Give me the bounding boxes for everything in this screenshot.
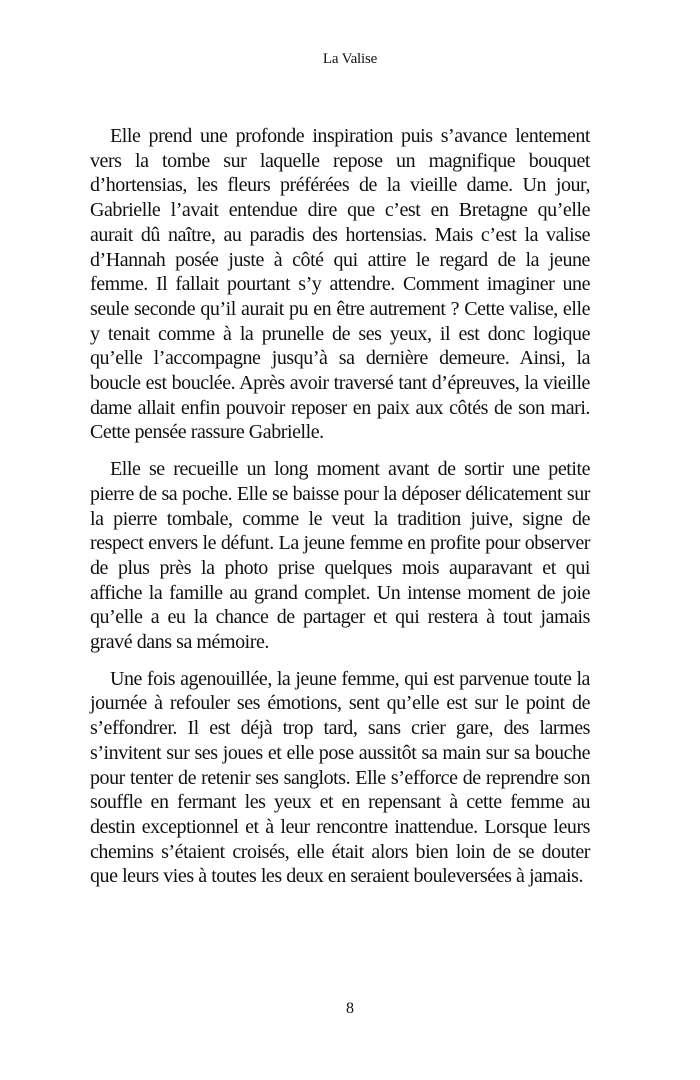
running-header-title: La Valise xyxy=(322,51,378,67)
paragraph-2: Elle se recueille un long moment avant de sortir une petite pierre de sa poche. Elle se baisse pour la déposer délicatement sur la pierre tombale, comme le veut la tradition juive, signe de respect envers le défunt. La jeune femme en profite pour observer de plus près la photo prise quelques mois auparavant et qui affiche la famille au grand complet. Un intense moment de joie qu’elle a eu la chance de partager et qui restera à tout jamais gravé dans sa mémoire. xyxy=(90,458,590,654)
body-text xyxy=(90,124,590,901)
paragraph-3: Une fois agenouillée, la jeune femme, qui est parvenue toute la journée à refouler ses émotions, sent qu’elle est sur le point de s’effondrer. Il est déjà trop tard, sans crier gare, des larmes s’invitent sur ses joues et elle pose aussitôt sa main sur sa bouche pour tenter de retenir ses sanglots. Elle s’efforce de reprendre son souffle en fermant les yeux et en repensant à cette femme au destin exceptionnel et à leur rencontre inattendue. Lorsque leurs chemins s’étaient croisés, elle était alors bien loin de se douter que leurs vies à toutes les deux en seraient bouleversées à jamais. xyxy=(90,667,590,888)
page-number: 8 xyxy=(346,1000,354,1017)
paragraph-1: Elle prend une profonde inspiration puis s’avance lentement vers la tombe sur laquelle repose un magnifique bouquet d’hortensias, les fleurs préférées de la vieille dame. Un jour, Gabrielle l’avait entendue dire que c’est en Bretagne qu’elle aurait dû naître, au paradis des hortensias. Mais c’est la valise d’Hannah posée juste à côté qui attire le regard de la jeune femme. Il fallait pourtant s’y attendre. Comment imaginer une seule seconde qu’il aurait pu en être autrement ? Cette valise, elle y tenait comme à la prunelle de ses yeux, il est donc logique qu’elle l’accompagne jusqu’à sa dernière demeure. Ainsi, la boucle est bouclée. Après avoir traversé tant d’épreuves, la vieille dame allait enfin pouvoir reposer en paix aux côtés de son mari. Cette pensée rassure Gabrielle. xyxy=(90,125,590,444)
